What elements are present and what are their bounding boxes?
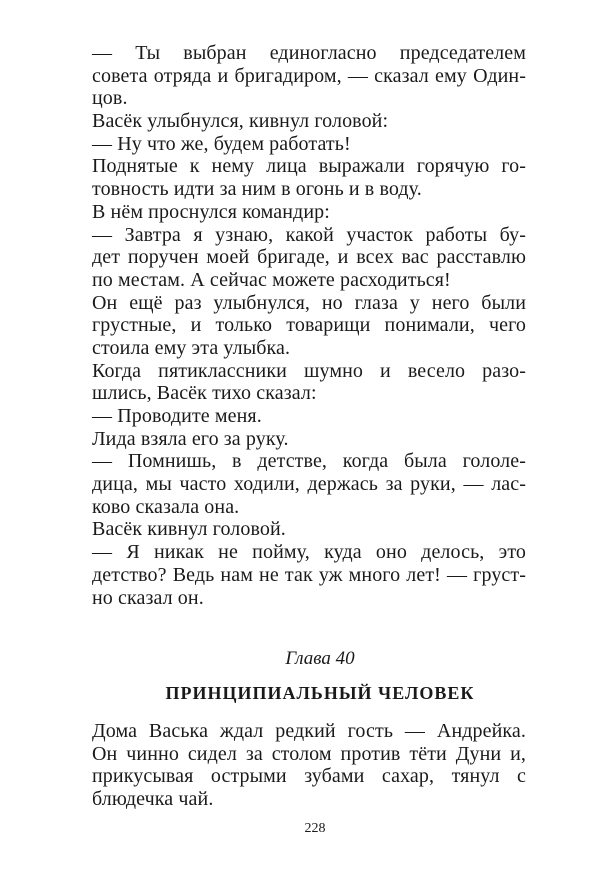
text-line: Он чинно сидел за столом против тёти Дуни и, [92,742,526,765]
text-line: В нём проснулся командир: [92,200,330,223]
body-text-part1 [92,42,526,609]
text-line: Он ещё раз улыбнулся, но глаза у него были [92,291,526,314]
text-line: Васёк кивнул головой. [92,518,286,541]
text-line: ково сказала она. [92,495,240,518]
text-line: Лида взяла его за руку. [92,427,289,450]
text-line: — Помнишь, в детстве, когда была гололе- [92,450,526,473]
text-line: дица, мы часто ходили, держась за руки, — лас- [92,473,526,496]
text-line: — Я никак не пойму, куда оно делось, это [92,541,526,564]
body-text-part2 [92,720,526,811]
text-line: Васёк улыбнулся, кивнул головой: [92,110,389,133]
chapter-number: Глава 40 [285,648,355,669]
text-line: но сказал он. [92,586,204,609]
text-line: Когда пятиклассники шумно и весело разо- [92,359,526,382]
text-line: детство? Ведь нам не так уж много лет! — груст- [92,563,526,586]
text-line: — Завтра я узнаю, какой участок работы бу- [92,223,526,246]
text-line: грустные, и только товарищи понимали, чего [92,314,526,337]
text-line: цов. [92,87,128,110]
text-line: совета отряда и бригадиром, — сказал ему Один- [92,64,526,87]
text-line: прикусывая острыми зубами сахар, тянул с [92,765,526,788]
text-line: шлись, Васёк тихо сказал: [92,382,317,405]
text-line: Дома Васька ждал редкий гость — Андрейка. [92,720,526,742]
text-line: по местам. А сейчас можете расходиться! [92,268,451,291]
text-line: стоила ему эта улыбка. [92,336,291,359]
text-line: дет поручен моей бригаде, и всех вас расставлю [92,246,526,269]
chapter-title: ПРИНЦИПИАЛЬНЫЙ ЧЕЛОВЕК [165,683,475,703]
page-number: 228 [304,821,326,836]
text-line: Поднятые к нему лица выражали горячую го- [92,155,526,178]
text-line: — Ты выбран единогласно председателем [92,42,526,64]
text-line: — Ну что же, будем работать! [92,132,351,155]
text-line: блюдечка чай. [92,788,214,811]
text-line: товность идти за ним в огонь и в воду. [92,178,422,201]
text-line: — Проводите меня. [92,405,262,427]
